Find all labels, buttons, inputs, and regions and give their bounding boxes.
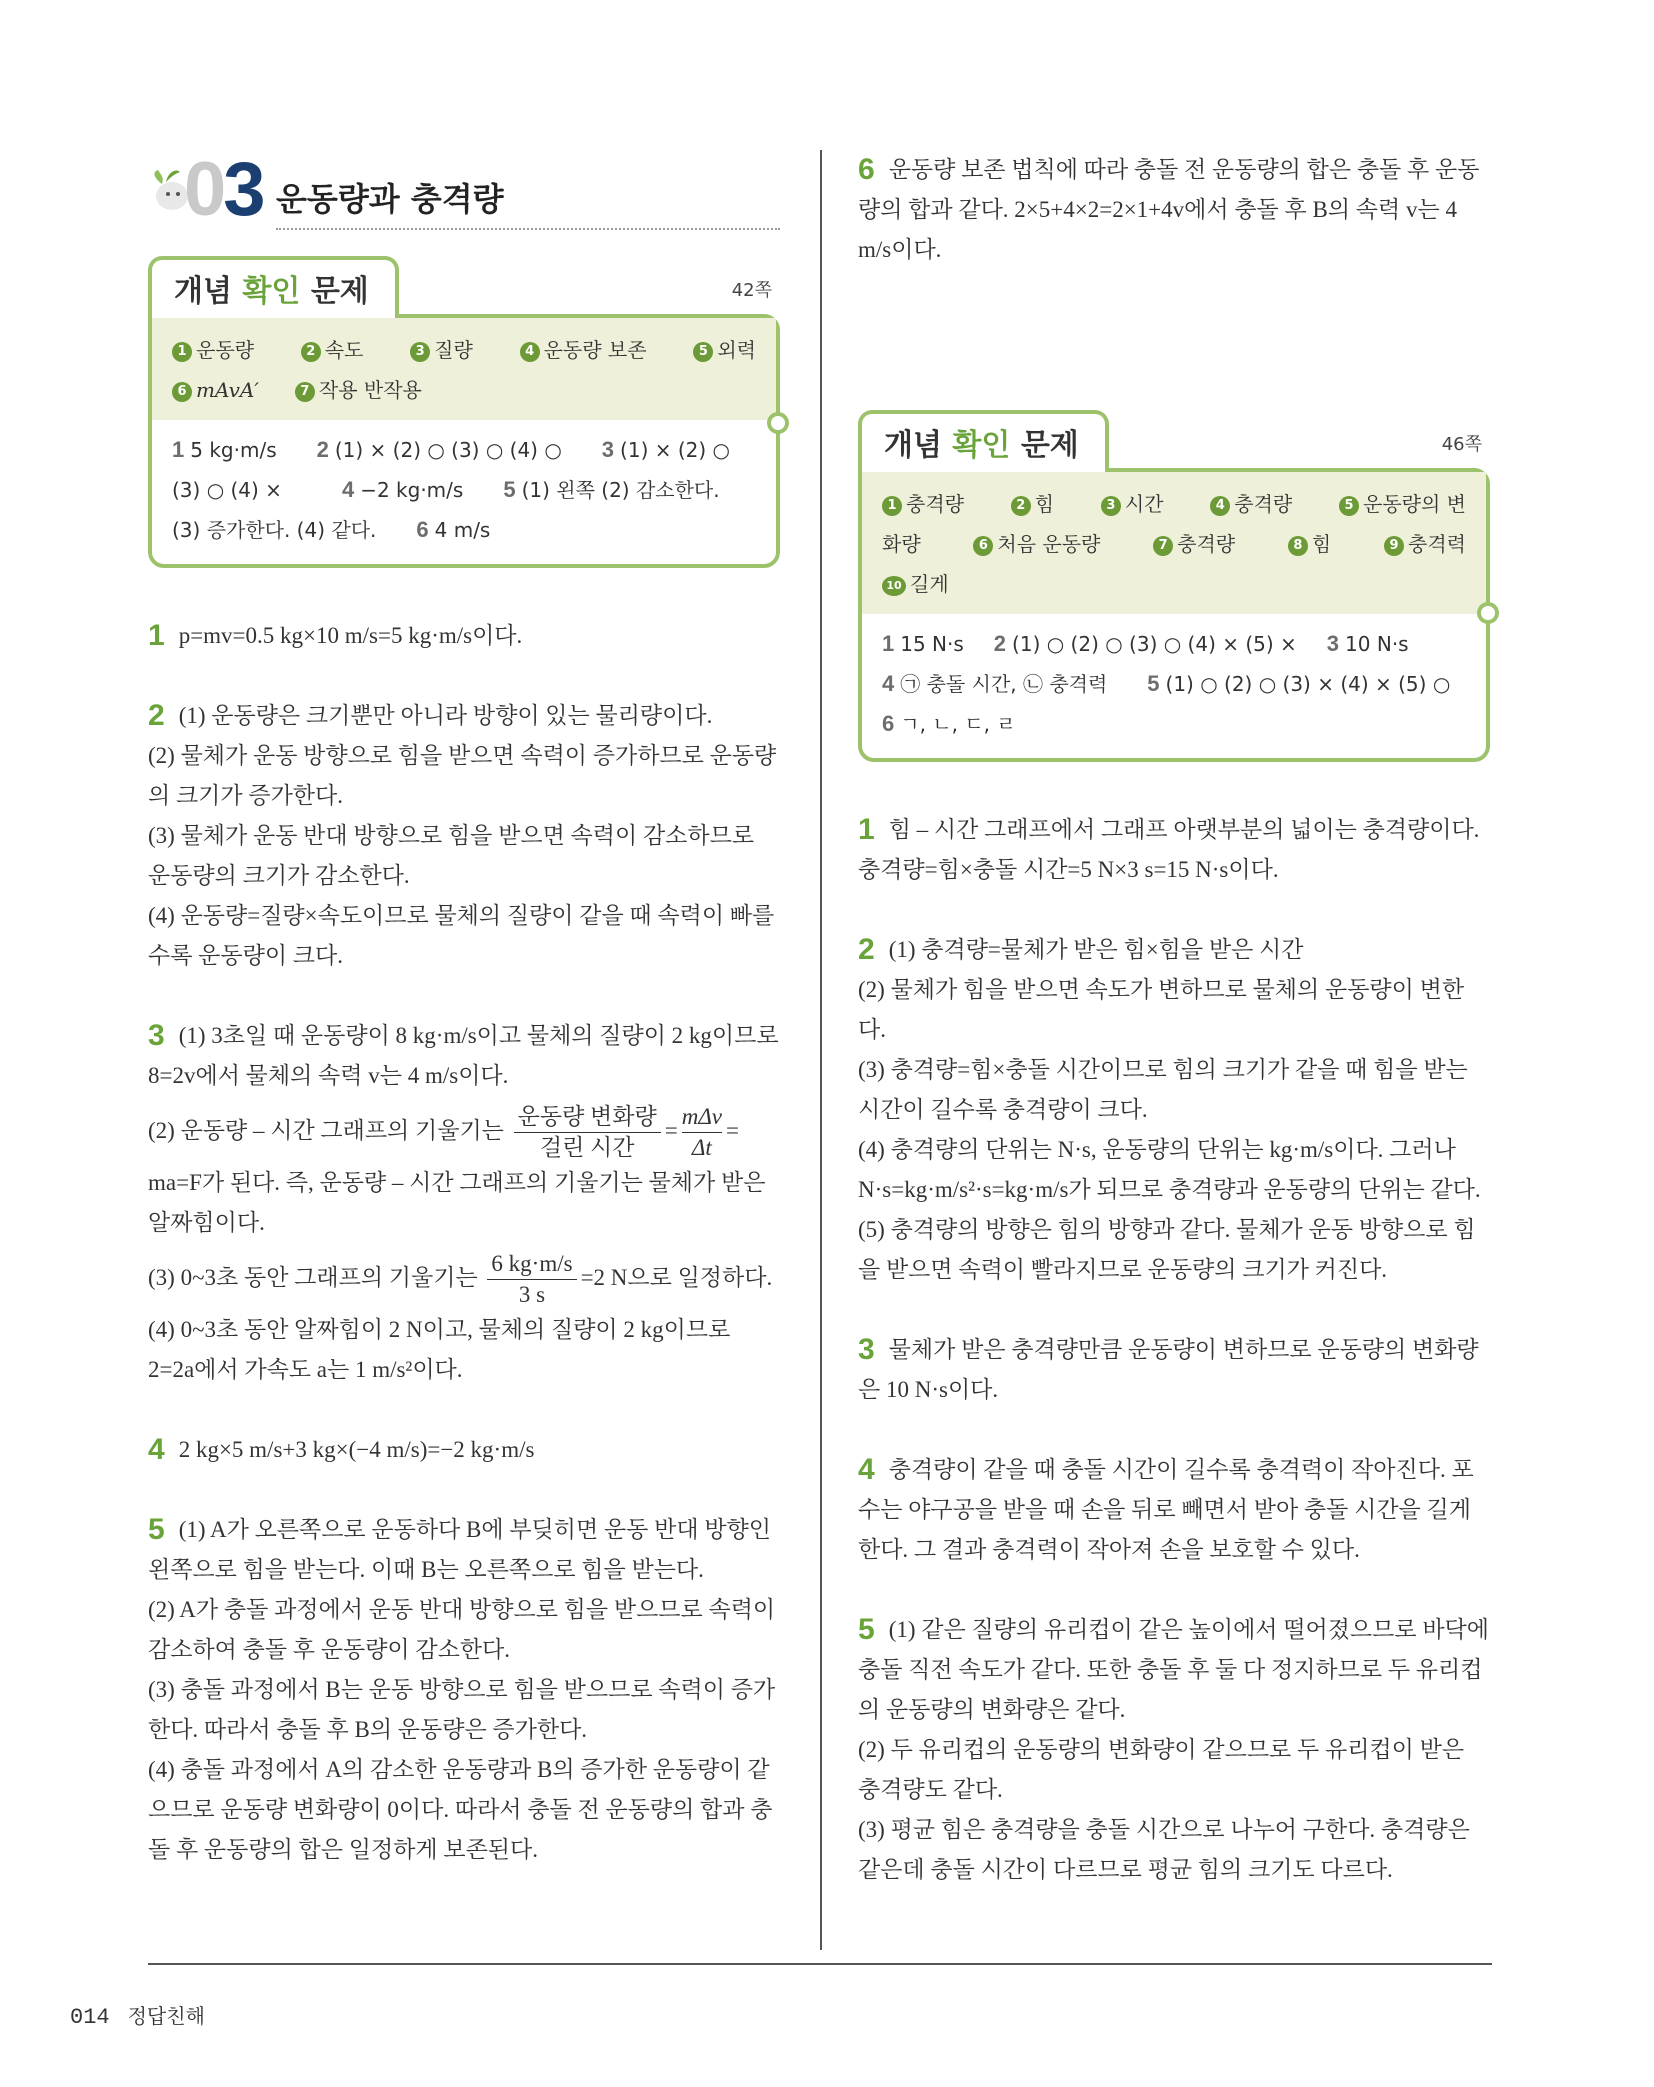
- blank-answers: [862, 472, 1486, 614]
- blank-answer-item: 8 힘: [1288, 524, 1331, 564]
- answer-5: [148, 1510, 780, 1870]
- answer-text: (3) 물체가 운동 반대 방향으로 힘을 받으면 속력이 감소하므로 운동량의 크기가 감소한다.: [148, 823, 755, 888]
- concept-check-box-42: [148, 256, 780, 568]
- quiz-answer: 6 4 m/s: [416, 517, 491, 542]
- answer-text: (3) 충돌 과정에서 B는 운동 방향으로 힘을 받으므로 속력이 증가한다. 따라서 충돌 후 B의 운동량은 증가한다.: [148, 1677, 776, 1742]
- blank-answer-item: 7 충격량: [1153, 524, 1235, 564]
- concept-check-box-46: [858, 410, 1490, 762]
- quiz-answers: [152, 420, 776, 564]
- blank-answer-item: 4 운동량 보존: [520, 330, 647, 370]
- footer-rule: [148, 1963, 1492, 1965]
- fraction: $\frac{\text{mΔv}}{\Delta t}$: [681, 1104, 723, 1160]
- answer-3: [858, 1330, 1490, 1410]
- answer-text: 운동량 보존 법칙에 따라 충돌 전 운동량의 합은 충돌 후 운동량의 합과 같다. 2×5+4×2=2×1+4v에서 충돌 후 B의 속력 v는 4 m/s이다.: [858, 157, 1480, 262]
- answer-number: 4: [148, 1433, 165, 1466]
- answer-text: (1) 운동량은 크기뿐만 아니라 방향이 있는 물리량이다.: [178, 703, 713, 728]
- blank-answer-item: 1 충격량: [882, 484, 964, 524]
- answer-number: 5: [148, 1513, 165, 1546]
- answer-number: 3: [858, 1333, 875, 1366]
- quiz-answer: 4 −2 kg·m/s: [341, 477, 464, 502]
- box-ring-decoration: [1477, 602, 1499, 624]
- blank-answer-item: 화량: [882, 532, 921, 556]
- answer-text: 충격량이 같을 때 충돌 시간이 길수록 충격력이 작아진다. 포수는 야구공을 받을 때 손을 뒤로 빼면서 받아 충돌 시간을 길게 한다. 그 결과 충격력이 작아져 손을 보호할 수 있다.: [858, 1457, 1474, 1562]
- chapter-title: 운동량과 충격량: [276, 180, 504, 218]
- answer-text: (4) 충돌 과정에서 A의 감소한 운동량과 B의 증가한 운동량이 같으므로 운동량 변화량이 0이다. 따라서 충돌 전 운동량의 합과 충돌 후 운동량의 합은 일정하게 보존된다.: [148, 1757, 773, 1862]
- fraction: $\frac{6 kg\cdot m/s}{3 s}$: [487, 1249, 576, 1310]
- box-frame: [858, 468, 1490, 762]
- box-tab-title: 개념 확인 문제: [858, 410, 1109, 472]
- book-title: 정답친해: [127, 2004, 205, 2028]
- box-page-ref: 46쪽: [1441, 434, 1482, 455]
- answer-number: 1: [858, 813, 875, 846]
- blank-answer-item: 10 길게: [882, 564, 949, 604]
- quiz-answer: 2 (1) × (2) ○ (3) ○ (4) ○: [316, 437, 562, 462]
- quiz-answer: 4 ㉠ 충돌 시간, ㉡ 충격력: [882, 671, 1108, 696]
- quiz-answer: 1 5 kg·m/s: [172, 437, 277, 462]
- left-column: [148, 147, 780, 1910]
- blank-answer-item: 3 질량: [410, 330, 473, 370]
- answer-number: 3: [148, 1019, 165, 1052]
- answer-text: (4) 운동량=질량×속도이므로 물체의 질량이 같을 때 속력이 빠를수록 운동량이 크다.: [148, 903, 775, 968]
- answer-text: (3) 충격량=힘×충돌 시간이므로 힘의 크기가 같을 때 힘을 받는 시간이 길수록 충격량이 크다.: [858, 1057, 1468, 1122]
- quiz-answer: (3) 증가한다. (4) 같다.: [172, 518, 377, 542]
- answer-text: p=mv=0.5 kg×10 m/s=5 kg·m/s이다.: [178, 623, 523, 648]
- answer-text: =2 N으로 일정하다.: [580, 1264, 773, 1290]
- answer-text: 2 kg×5 m/s+3 kg×(−4 m/s)=−2 kg·m/s: [178, 1437, 535, 1462]
- chapter-header: [148, 147, 780, 240]
- blank-answer-item: 5 외력: [693, 330, 756, 370]
- blank-answer-item: 6 처음 운동량: [973, 524, 1100, 564]
- answer-1: [858, 810, 1490, 890]
- page-number: 014: [70, 2005, 110, 2030]
- blank-answer-item: 6 mAvA′: [172, 370, 259, 410]
- blank-answer-item: 4 충격량: [1210, 484, 1292, 524]
- blank-answer-item: 2 속도: [301, 330, 364, 370]
- column-divider: [820, 150, 822, 1950]
- answer-text: (1) 같은 질량의 유리컵이 같은 높이에서 떨어졌으므로 바닥에 충돌 직전 속도가 같다. 또한 충돌 후 둘 다 정지하므로 두 유리컵의 운동량의 변화량은 같다.: [858, 1617, 1489, 1722]
- answer-text: (4) 0~3초 동안 알짜힘이 2 N이고, 물체의 질량이 2 kg이므로 2=2a에서 가속도 a는 1 m/s²이다.: [148, 1317, 731, 1382]
- box-tab-title: 개념 확인 문제: [148, 256, 399, 318]
- answer-number: 2: [148, 699, 165, 732]
- answer-2: [858, 930, 1490, 1290]
- box-ring-decoration: [767, 412, 789, 434]
- answer-text: (1) 3초일 때 운동량이 8 kg·m/s이고 물체의 질량이 2 kg이므로 8=2v에서 물체의 속력 v는 4 m/s이다.: [148, 1023, 779, 1088]
- blank-answer-item: 7 작용 반작용: [295, 370, 422, 410]
- answer-text: (1) 충격량=물체가 받은 힘×힘을 받은 시간: [888, 937, 1304, 962]
- quiz-answer: 3 (1) × (2) ○: [601, 437, 730, 462]
- answer-text: (2) 물체가 힘을 받으면 속도가 변하므로 물체의 운동량이 변한다.: [858, 977, 1465, 1042]
- answer-text: 물체가 받은 충격량만큼 운동량이 변하므로 운동량의 변화량은 10 N·s이다.: [858, 1337, 1479, 1402]
- answer-text: (5) 충격량의 방향은 힘의 방향과 같다. 물체가 운동 방향으로 힘을 받으면 속력이 빨라지므로 운동량의 크기가 커진다.: [858, 1217, 1476, 1282]
- quiz-answer: 5 (1) ○ (2) ○ (3) × (4) × (5) ○: [1147, 671, 1451, 696]
- blank-answers: [152, 318, 776, 420]
- quiz-answer: 2 (1) ○ (2) ○ (3) ○ (4) × (5) ×: [993, 631, 1297, 656]
- answer-text: 힘 – 시간 그래프에서 그래프 아랫부분의 넓이는 충격량이다. 충격량=힘×충돌 시간=5 N×3 s=15 N·s이다.: [858, 817, 1480, 882]
- blank-answer-item: 1 운동량: [172, 330, 254, 370]
- blank-answer-item: 2 힘: [1011, 484, 1054, 524]
- answer-text: (4) 충격량의 단위는 N·s, 운동량의 단위는 kg·m/s이다. 그러나 N·s=kg·m/s²·s=kg·m/s가 되므로 충격량과 운동량의 단위는 같다.: [858, 1137, 1481, 1202]
- answer-text: ma=F가 된다. 즉, 운동량 – 시간 그래프의 기울기는 물체가 받은 알짜힘이다.: [148, 1170, 766, 1235]
- quiz-answer: 1 15 N·s: [882, 631, 964, 656]
- answer-text: (1) A가 오른쪽으로 운동하다 B에 부딪히면 운동 반대 방향인 왼쪽으로 힘을 받는다. 이때 B는 오른쪽으로 힘을 받는다.: [148, 1517, 771, 1582]
- blank-answer-item: 5 운동량의 변: [1339, 484, 1466, 524]
- answer-text: (2) A가 충돌 과정에서 운동 반대 방향으로 힘을 받으므로 속력이 감소하여 충돌 후 운동량이 감소한다.: [148, 1597, 776, 1662]
- answer-4: [148, 1430, 780, 1470]
- answer-number: 5: [858, 1613, 875, 1646]
- chapter-title-rule: [276, 228, 780, 230]
- answer-2: [148, 696, 780, 976]
- right-column: [858, 150, 1490, 1930]
- answer-text: (2) 두 유리컵의 운동량의 변화량이 같으므로 두 유리컵이 받은 충격량도 같다.: [858, 1737, 1465, 1802]
- fraction: $\frac{\text{운동량 변화량}}{\text{걸린 시간}}$: [514, 1102, 661, 1163]
- quiz-answer: 6 ㄱ, ㄴ, ㄷ, ㄹ: [882, 711, 1016, 736]
- answer-5: [858, 1610, 1490, 1890]
- quiz-answer: 5 (1) 왼쪽 (2) 감소한다.: [503, 477, 720, 502]
- answer-4: [858, 1450, 1490, 1570]
- answer-number: 6: [858, 153, 875, 186]
- page-footer: [70, 2000, 205, 2030]
- box-frame: [148, 314, 780, 568]
- answer-text: (3) 0~3초 동안 그래프의 기울기는: [148, 1264, 478, 1290]
- answer-6: [858, 150, 1490, 270]
- quiz-answers: [862, 614, 1486, 758]
- answer-number: 4: [858, 1453, 875, 1486]
- blank-answer-item: 3 시간: [1101, 484, 1164, 524]
- answer-text: (2) 운동량 – 시간 그래프의 기울기는: [148, 1117, 504, 1143]
- quiz-answer: (3) ○ (4) ×: [172, 478, 282, 502]
- answer-number: 1: [148, 619, 165, 652]
- answer-1: [148, 616, 780, 656]
- box-page-ref: 42쪽: [731, 280, 772, 301]
- answer-text: (2) 물체가 운동 방향으로 힘을 받으면 속력이 증가하므로 운동량의 크기가 증가한다.: [148, 743, 777, 808]
- answer-text: (3) 평균 힘은 충격량을 충돌 시간으로 나누어 구한다. 충격량은 같은데 충돌 시간이 다르므로 평균 힘의 크기도 다르다.: [858, 1817, 1470, 1882]
- chapter-number: 03: [184, 147, 263, 232]
- answer-number: 2: [858, 933, 875, 966]
- quiz-answer: 3 10 N·s: [1326, 631, 1409, 656]
- blank-answer-item: 9 충격력: [1384, 524, 1466, 564]
- answer-3: 3 (1) 3초일 때 운동량이 8 kg·m/s이고 물체의 질량이 2 kg이므로 8=2v에서 물체의 속력 v는 4 m/s이다. (2) 운동량 – 시간 그래프의 기울기는 $\frac{\text{운동량 변화량}}{\text{걸린 시간}}$ = $\frac{\text{mΔv}}{\Delta t}$ = ma=F가 된다. 즉, 운동량 – 시간 그래프의 기울기는 물체가 받은 알짜힘이다. (3) 0~3초 동안 그래프의 기울기는 $\frac{6 kg\cdot m/s}{3 s}$ =2 N으로 일정하다. (4) 0~3초 동안 알짜힘이 2 N이고, 물체의 질량이 2 kg이므로 2=2a에서 가속도 a는 1 m/s²이다.: [148, 1016, 780, 1390]
